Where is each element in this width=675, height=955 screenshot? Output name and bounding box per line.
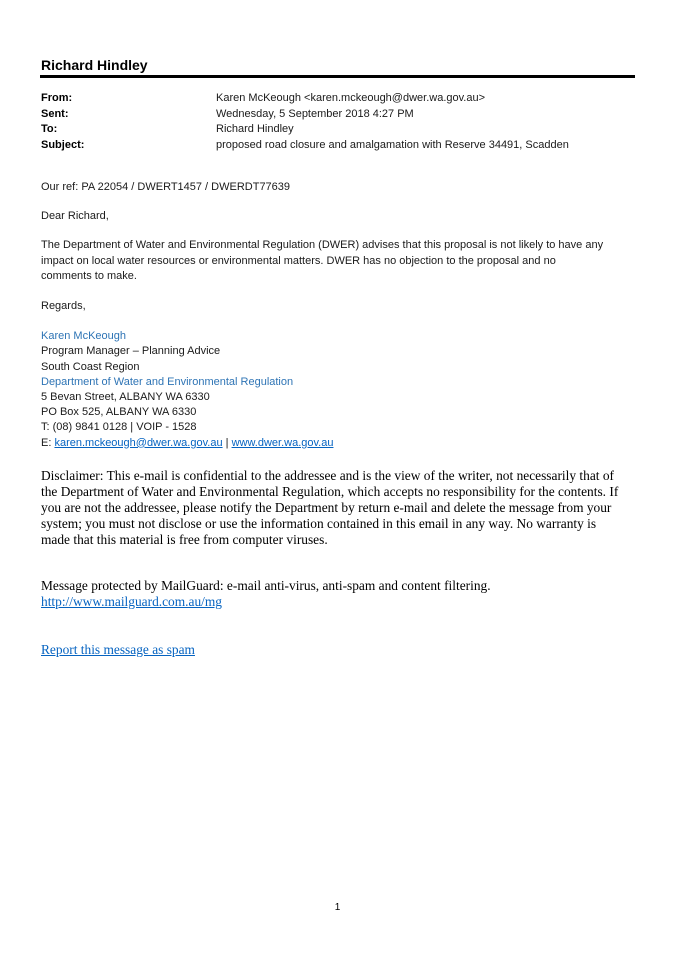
to-label: To: (41, 123, 58, 135)
document-title: Richard Hindley (41, 57, 148, 73)
mailguard-link[interactable]: http://www.mailguard.com.au/mg (41, 594, 222, 609)
signature-street: 5 Bevan Street, ALBANY WA 6330 (41, 391, 210, 404)
mailguard-text: Message protected by MailGuard: e-mail anti-virus, anti-spam and content filtering. (41, 578, 491, 593)
contact-separator: | (222, 436, 232, 449)
disclaimer-line-2: the Department of Water and Environmental Regulation, which accepts no responsibility for the contents. If (41, 484, 619, 499)
disclaimer-line-3: you are not the addressee, please notify the Department by return e-mail and delete the message from your (41, 500, 612, 515)
regards: Regards, (41, 300, 86, 313)
signature-role: Program Manager – Planning Advice (41, 345, 221, 358)
mailguard-notice (41, 578, 641, 610)
signature-contact-line (41, 436, 641, 451)
subject-value: proposed road closure and amalgamation with Reserve 34491, Scadden (216, 138, 569, 151)
our-ref: Our ref: PA 22054 / DWERT1457 / DWERDT77639 (41, 181, 291, 193)
signature-block (41, 329, 641, 451)
header-sent-row (41, 107, 569, 123)
from-label: From: (41, 92, 73, 104)
body-line-3: comments to make. (41, 269, 137, 282)
to-value: Richard Hindley (216, 123, 294, 135)
email-body (41, 180, 641, 451)
signature-name: Karen McKeough (41, 330, 126, 343)
header-subject-row (41, 138, 569, 154)
page-number: 1 (334, 902, 341, 913)
header-from-row (41, 91, 569, 107)
signature-website-link[interactable]: www.dwer.wa.gov.au (231, 436, 334, 449)
title-rule (40, 75, 635, 78)
signature-department: Department of Water and Environmental Regulation (41, 375, 294, 388)
report-spam-container (41, 642, 195, 658)
email-prefix: E: (41, 436, 55, 449)
disclaimer-line-4: system; you must not disclose or use the information contained in this email in any way. No warranty is (41, 516, 597, 531)
body-line-1: The Department of Water and Environmental Regulation (DWER) advises that this proposal is not likely to have any (41, 239, 604, 252)
from-value: Karen McKeough <karen.mckeough@dwer.wa.gov.au> (216, 92, 486, 104)
disclaimer-line-5: made that this material is free from computer viruses. (41, 532, 328, 547)
signature-region: South Coast Region (41, 360, 140, 373)
signature-phone: T: (08) 9841 0128 | VOIP - 1528 (41, 421, 197, 434)
email-headers (41, 91, 569, 153)
signature-po-box: PO Box 525, ALBANY WA 6330 (41, 406, 197, 419)
body-line-2: impact on local water resources or environmental matters. DWER has no objection to the proposal and no (41, 254, 556, 267)
body-paragraph (41, 238, 641, 284)
subject-label: Subject: (41, 138, 85, 151)
greeting: Dear Richard, (41, 210, 109, 223)
sent-label: Sent: (41, 107, 69, 120)
sent-value: Wednesday, 5 September 2018 4:27 PM (216, 107, 414, 120)
disclaimer (41, 468, 641, 548)
header-to-row (41, 122, 569, 138)
signature-email-link[interactable]: karen.mckeough@dwer.wa.gov.au (54, 436, 223, 449)
disclaimer-line-1: Disclaimer: This e-mail is confidential to the addressee and is the view of the writer, not necessarily that of (41, 468, 614, 483)
report-spam-link[interactable]: Report this message as spam (41, 642, 195, 657)
